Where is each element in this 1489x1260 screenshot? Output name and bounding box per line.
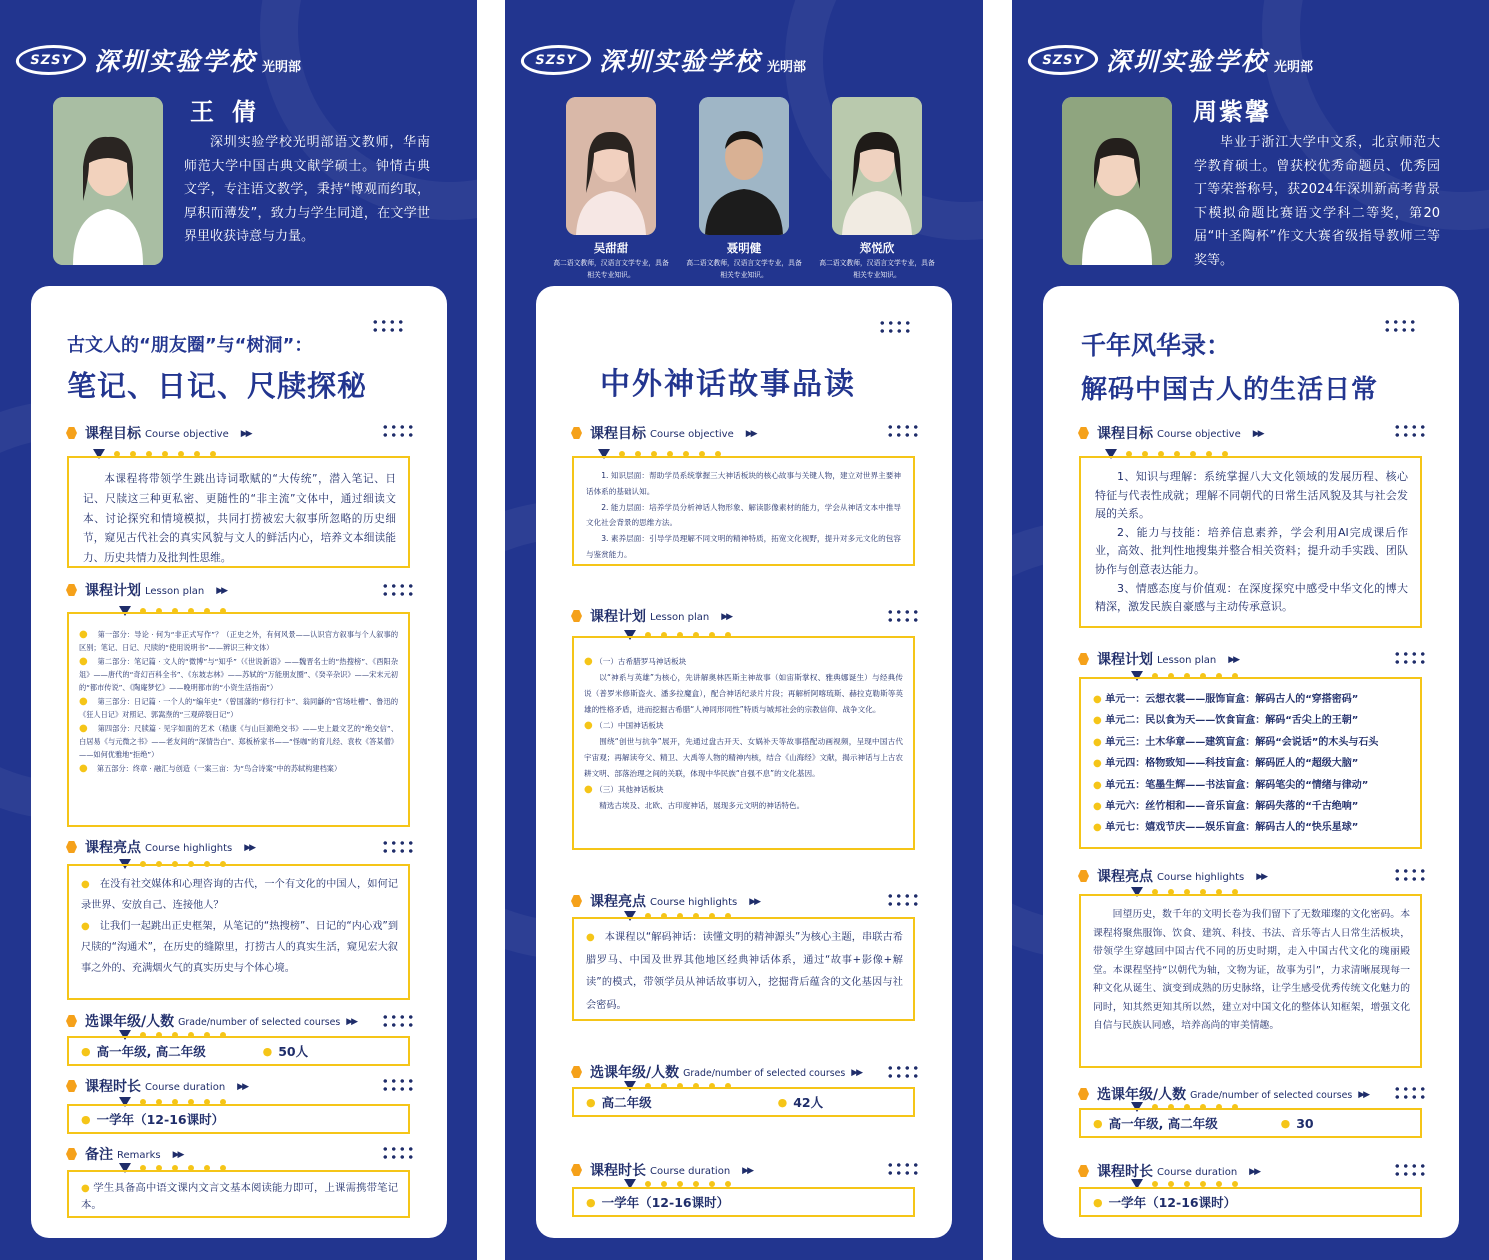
plan-item: ● 单元二：民以食为天——饮食盲盒：解码“舌尖上的王朝” bbox=[1093, 715, 1359, 727]
objective-item: 2. 能力层面：培养学员分析神话人物形象、解读影像素材的能力，学会从神话文本中推导文化社会背景的思维方法。 bbox=[586, 502, 901, 528]
remarks-text: ● 学生具备高中语文课内文言文基本阅读能力即可，上课需携带笔记本。 bbox=[81, 1182, 399, 1211]
grade-cn: 选课年级/人数 bbox=[85, 1014, 175, 1030]
dot-grid-icon bbox=[886, 1064, 920, 1080]
dot-grid-icon bbox=[886, 423, 920, 439]
course-title-line2: 解码中国古人的生活日常 bbox=[1081, 375, 1379, 405]
highlights-en: Course highlights bbox=[650, 896, 738, 908]
plan-item: ● 单元三：土木华章——建筑盲盒：解码“会说话”的木头与石头 bbox=[1093, 736, 1379, 748]
teacher-photo bbox=[832, 97, 922, 235]
hexagon-icon bbox=[66, 427, 77, 439]
hexagon-icon bbox=[66, 584, 77, 596]
hexagon-icon bbox=[571, 895, 582, 907]
plan-block-head: ● （三）其他神话板块 bbox=[584, 784, 664, 795]
grade-value: 高一年级, 高二年级 bbox=[1108, 1116, 1218, 1131]
school-name: 深圳实验学校 bbox=[1106, 47, 1269, 76]
objective-box bbox=[67, 456, 410, 568]
grade-heading bbox=[66, 1011, 356, 1031]
double-chevron-icon: ▶▶ bbox=[244, 843, 255, 853]
hexagon-icon bbox=[1078, 870, 1089, 882]
plan-heading bbox=[66, 580, 226, 600]
dot-grid-icon bbox=[1393, 650, 1427, 666]
plan-cn: 课程计划 bbox=[85, 583, 141, 599]
objective-heading bbox=[66, 423, 251, 443]
teacher-name: 聂明健 bbox=[726, 241, 762, 255]
dot-grid-icon bbox=[381, 423, 415, 439]
plan-heading bbox=[1078, 649, 1238, 669]
plan-block-body: 精选古埃及、北欧、古印度神话，展现多元文明的神话特色。 bbox=[599, 801, 805, 810]
dot-grid-icon bbox=[878, 319, 912, 335]
school-name: 深圳实验学校 bbox=[599, 47, 762, 76]
school-logo: SZSY bbox=[13, 45, 88, 75]
teacher-desc: 高二语文教师，汉语言文学专业，具备相关专业知识。 bbox=[686, 259, 802, 279]
school-name: 深圳实验学校 bbox=[94, 47, 257, 76]
plan-item: ● 第五部分：终章 · 融汇与创造（一案三亩：为“鸟合诗案”中的苏轼构建档案） bbox=[79, 763, 342, 774]
highlights-box bbox=[572, 917, 915, 1021]
highlights-text: 回望历史，数千年的文明长卷为我们留下了无数璀璨的文化密码。本课程将聚焦服饰、饮食、建筑、科技、书法、音乐等古人日常生活板块，带领学生穿越回中国古代不同的历史时期，走入中国古代文化的瑰丽殿堂。本课程坚持“以朝代为轴，文物为证，故事为引”，力求清晰展现每一种文化从诞生、演变到成熟的历史脉络，让学生感受优秀传统文化魅力的同时，知其然更知其所以然，建立对中国文化的整体认知框架，增强文化自信与民族认同感，培养高尚的审美情趣。 bbox=[1093, 909, 1410, 1031]
dot-grid-icon bbox=[1393, 423, 1427, 439]
plan-item: ● 第四部分：尺牍篇 · 见字如面的艺术（嵇康《与山巨源绝交书》——史上最文艺的“绝交信”、白居易《与元微之书》——老友间的“深情告白”、郑板桥家书——“怪咖”的育儿经、袁枚《答某僧》——如何优雅地“拒绝”） bbox=[79, 723, 399, 759]
plan-block-body: 围绕“创世与抗争”展开，先通过盘古开天、女娲补天等故事搭配动画视频，呈现中国古代宇宙观；再解读夸父、精卫、大禹等人物的精神内核，结合《山海经》文献，揭示神话与上古农耕文明、部落治理之间的关联，体现中华民族“自强不息”的文化基因。 bbox=[584, 737, 903, 778]
hexagon-icon bbox=[571, 1066, 582, 1078]
hexagon-icon bbox=[571, 427, 582, 439]
teacher-name: 郑悦欣 bbox=[859, 241, 895, 255]
teacher-desc: 高二语文教师，汉语言文学专业，具备相关专业知识。 bbox=[553, 259, 669, 279]
double-chevron-icon: ▶▶ bbox=[749, 897, 760, 907]
duration-en: Course duration bbox=[650, 1165, 731, 1177]
grade-en: Grade/number of selected courses bbox=[178, 1016, 341, 1028]
duration-cn: 课程时长 bbox=[1097, 1164, 1153, 1180]
double-chevron-icon: ▶▶ bbox=[851, 1068, 862, 1078]
duration-heading bbox=[66, 1076, 247, 1096]
hexagon-icon bbox=[1078, 427, 1089, 439]
plan-block-body: 以“神系与英雄”为核心，先讲解奥林匹斯主神故事（如宙斯掌权、雅典娜诞生）与经典传说（普罗米修斯盗火、潘多拉魔盒），配合神话纪录片片段；再解析阿喀琉斯、赫拉克勒斯等英雄的性格矛盾，进而挖掘古希腊“人神同形同性”特质与城邦社会的宗教信仰、战争文化。 bbox=[584, 673, 903, 714]
plan-box bbox=[572, 636, 915, 850]
duration-box: ● 一学年（12-16课时） bbox=[1079, 1187, 1422, 1217]
teacher-bio: 深圳实验学校光明部语文教师，华南师范大学中国古典文献学硕士。钟情古典文学，专注语文教学，秉持“博观而约取，厚积而薄发”，致力与学生同道，在文学世界里收获诗意与力量。 bbox=[184, 135, 430, 244]
dot-grid-icon bbox=[886, 1161, 920, 1177]
grade-en: Grade/number of selected courses bbox=[1190, 1089, 1353, 1101]
grade-cn: 选课年级/人数 bbox=[1097, 1087, 1187, 1103]
count-value: 42人 bbox=[793, 1095, 824, 1110]
hexagon-icon bbox=[1078, 653, 1089, 665]
objective-en: Course objective bbox=[1157, 428, 1241, 440]
double-chevron-icon: ▶▶ bbox=[742, 1166, 753, 1176]
remarks-cn: 备注 bbox=[85, 1147, 113, 1163]
dot-grid-icon bbox=[1393, 1162, 1427, 1178]
dot-grid-icon bbox=[1383, 318, 1417, 334]
plan-cn: 课程计划 bbox=[590, 609, 646, 625]
hexagon-icon bbox=[66, 1080, 77, 1092]
grade-box: ● 高二年级 ● 42人 bbox=[572, 1087, 915, 1117]
plan-item: ● 单元四：格物致知——科技盲盒：解码匠人的“超级大脑” bbox=[1093, 758, 1359, 770]
grade-box: ● 高一年级, 高二年级 ● 30 bbox=[1079, 1108, 1422, 1138]
highlights-box bbox=[1079, 894, 1422, 1068]
school-dept: 光明部 bbox=[1274, 59, 1314, 75]
school-dept: 光明部 bbox=[262, 59, 302, 75]
plan-en: Lesson plan bbox=[145, 585, 205, 597]
highlights-cn: 课程亮点 bbox=[85, 840, 141, 856]
remarks-en: Remarks bbox=[117, 1149, 161, 1161]
count-value: 30 bbox=[1296, 1115, 1314, 1131]
school-logo: SZSY bbox=[518, 45, 593, 75]
duration-cn: 课程时长 bbox=[590, 1163, 646, 1179]
double-chevron-icon: ▶▶ bbox=[237, 1082, 248, 1092]
teacher-name: 周紫馨 bbox=[1193, 98, 1271, 126]
highlights-text: ● 让我们一起跳出正史框架，从笔记的“热搜榜”、日记的“内心戏”到尺牍的“沟通术”，在历史的缝隙里，打捞古人的真实生活，窥见宏大叙事之外的、充满烟火气的真实历史与个体心境。 bbox=[81, 921, 399, 974]
plan-block-head: ● （一）古希腊罗马神话板块 bbox=[584, 656, 687, 667]
duration-heading bbox=[1078, 1161, 1259, 1181]
course-card bbox=[31, 286, 447, 1238]
course-title-line2: 笔记、日记、尺牍探秘 bbox=[67, 369, 368, 403]
hexagon-icon bbox=[571, 610, 582, 622]
teacher-name: 吴甜甜 bbox=[593, 241, 629, 255]
objective-box bbox=[572, 456, 915, 566]
highlights-heading bbox=[66, 837, 254, 857]
double-chevron-icon: ▶▶ bbox=[745, 429, 756, 439]
poster-zhou-zixin bbox=[1012, 0, 1489, 1260]
objective-heading bbox=[1078, 423, 1263, 443]
plan-heading bbox=[571, 606, 731, 626]
course-title: 中外神话故事品读 bbox=[600, 367, 856, 402]
duration-en: Course duration bbox=[145, 1081, 226, 1093]
dot-grid-icon bbox=[381, 1145, 415, 1161]
plan-en: Lesson plan bbox=[1157, 654, 1217, 666]
plan-item: ● 第二部分：笔记篇 · 文人的“微博”与“知乎”（《世说新语》——魏晋名士的“热搜榜”、《酉阳杂俎》——唐代的“奇幻百科全书”、《东坡志林》——苏轼的“万能朋友圈”、《癸辛杂识》——宋末元初的“都市传说”、《陶庵梦忆》——晚明都市的“小资生活指南”） bbox=[79, 656, 399, 692]
hexagon-icon bbox=[66, 1148, 77, 1160]
objective-heading bbox=[571, 423, 756, 443]
school-brand bbox=[521, 40, 806, 80]
double-chevron-icon: ▶▶ bbox=[721, 612, 732, 622]
double-chevron-icon: ▶▶ bbox=[240, 429, 251, 439]
hexagon-icon bbox=[1078, 1088, 1089, 1100]
dot-grid-icon bbox=[381, 582, 415, 598]
remarks-heading bbox=[66, 1144, 182, 1164]
highlights-heading bbox=[1078, 866, 1266, 886]
plan-item: ● 单元一：云想衣裳——服饰盲盒：解码古人的“穿搭密码” bbox=[1093, 694, 1359, 705]
double-chevron-icon: ▶▶ bbox=[1256, 872, 1267, 882]
hexagon-icon bbox=[66, 1015, 77, 1027]
plan-item: ● 第三部分：日记篇 · 一个人的“编年史”（曾国藩的“修行打卡”、翁同龢的“官场吐槽”、鲁迅的《狂人日记》对照记、郭嵩焘的“三观碎裂日记”） bbox=[79, 696, 399, 719]
duration-heading bbox=[571, 1160, 752, 1180]
duration-value: 一学年（12-16课时） bbox=[96, 1112, 225, 1127]
plan-item: ● 单元七：嬉戏节庆——娱乐盲盒：解码古人的“快乐星球” bbox=[1093, 822, 1359, 834]
objective-en: Course objective bbox=[145, 428, 229, 440]
duration-box: ● 一学年（12-16课时） bbox=[67, 1104, 410, 1134]
dot-grid-icon bbox=[381, 1013, 415, 1029]
dot-grid-icon bbox=[886, 608, 920, 624]
course-title-line1: 千年风华录： bbox=[1081, 331, 1232, 360]
course-title-line1: 古文人的“朋友圈”与“树洞”： bbox=[67, 335, 313, 356]
dot-grid-icon bbox=[1393, 1085, 1427, 1101]
dot-grid-icon bbox=[381, 839, 415, 855]
double-chevron-icon: ▶▶ bbox=[346, 1017, 357, 1027]
objective-text: 本课程将带领学生跳出诗词歌赋的“大传统”，潜入笔记、日记、尺牍这三种更私密、更随性的“非主流”文体中，通过细读文本、讨论探究和情境模拟，共同打捞被宏大叙事所忽略的历史细节，窥见古代社会的真实风貌与文人的鲜活内心，培养文本细读能力、历史共情力及批判性思维。 bbox=[83, 473, 396, 565]
double-chevron-icon: ▶▶ bbox=[172, 1150, 183, 1160]
count-value: 50人 bbox=[278, 1044, 309, 1059]
objective-cn: 课程目标 bbox=[590, 426, 646, 442]
highlights-heading bbox=[571, 891, 759, 911]
plan-cn: 课程计划 bbox=[1097, 652, 1153, 668]
hexagon-icon bbox=[66, 841, 77, 853]
duration-value: 一学年（12-16课时） bbox=[601, 1195, 730, 1210]
plan-item: ● 单元六：丝竹相和——音乐盲盒：解码失落的“千古绝响” bbox=[1093, 801, 1359, 813]
teacher-photo bbox=[699, 97, 789, 235]
school-logo: SZSY bbox=[1025, 45, 1100, 75]
grade-heading bbox=[571, 1062, 861, 1082]
teacher-photo bbox=[53, 97, 163, 265]
plan-box bbox=[67, 612, 410, 827]
double-chevron-icon: ▶▶ bbox=[1252, 429, 1263, 439]
dot-grid-icon bbox=[886, 892, 920, 908]
highlights-text: ● 在没有社交媒体和心理咨询的古代，一个有文化的中国人，如何记录世界、安放自己、连接他人？ bbox=[81, 879, 398, 911]
duration-cn: 课程时长 bbox=[85, 1079, 141, 1095]
highlights-cn: 课程亮点 bbox=[1097, 869, 1153, 885]
objective-item: 1. 知识层面：帮助学员系统掌握三大神话板块的核心故事与关键人物，建立对世界主要神话体系的基础认知。 bbox=[586, 471, 901, 496]
poster-wang-qian bbox=[0, 0, 477, 1260]
highlights-box bbox=[67, 864, 410, 1000]
school-dept: 光明部 bbox=[767, 59, 807, 75]
objective-item: 2、能力与技能：培养信息素养，学会利用AI完成课后作业，高效、批判性地搜集并整合相关资料；提升动手实践、团队协作与创意表达能力。 bbox=[1095, 525, 1408, 576]
duration-box: ● 一学年（12-16课时） bbox=[572, 1187, 915, 1217]
teacher-name: 王倩 bbox=[190, 98, 274, 126]
course-card bbox=[536, 286, 952, 1238]
plan-box bbox=[1079, 677, 1422, 849]
teacher-photo bbox=[566, 97, 656, 235]
teacher-bio: 毕业于浙江大学中文系，北京师范大学教育硕士。曾获校优秀命题员、优秀园丁等荣誉称号，获2024年深圳新高考背景下模拟命题比赛语文学科二等奖，第20届“叶圣陶杯”作文大赛省级指导教师三等奖等。 bbox=[1194, 135, 1440, 268]
grade-value: 高一年级, 高二年级 bbox=[96, 1044, 206, 1059]
school-brand bbox=[16, 40, 301, 80]
school-brand bbox=[1028, 40, 1313, 80]
hexagon-icon bbox=[1078, 1165, 1089, 1177]
highlights-en: Course highlights bbox=[145, 842, 233, 854]
plan-item: ● 单元五：笔墨生辉——书法盲盒：解码笔尖的“情绪与律动” bbox=[1093, 779, 1369, 791]
grade-heading bbox=[1078, 1084, 1368, 1104]
objective-item: 3. 素养层面：引导学员理解不同文明的精神特质，拓宽文化视野，提升对多元文化的包容与鉴赏能力。 bbox=[586, 534, 901, 559]
highlights-en: Course highlights bbox=[1157, 871, 1245, 883]
dot-grid-icon bbox=[371, 318, 405, 334]
objective-item: 1、知识与理解：系统掌握八大文化领域的发展历程、核心特征与代表性成就；理解不同朝代的日常生活风貌及其与社会发展的关系。 bbox=[1095, 470, 1408, 521]
grade-en: Grade/number of selected courses bbox=[683, 1067, 846, 1079]
grade-value: 高二年级 bbox=[601, 1095, 652, 1110]
grade-box: ● 高一年级, 高二年级 ● 50人 bbox=[67, 1036, 410, 1066]
double-chevron-icon: ▶▶ bbox=[1249, 1167, 1260, 1177]
highlights-cn: 课程亮点 bbox=[590, 894, 646, 910]
course-card bbox=[1043, 286, 1459, 1238]
objective-box bbox=[1079, 456, 1422, 628]
poster-mythology bbox=[505, 0, 983, 1260]
teacher-desc: 高二语文教师，汉语言文学专业，具备相关专业知识。 bbox=[819, 259, 935, 279]
teacher-photo bbox=[1062, 97, 1172, 265]
duration-en: Course duration bbox=[1157, 1166, 1238, 1178]
remarks-box bbox=[67, 1170, 410, 1218]
plan-en: Lesson plan bbox=[650, 611, 710, 623]
plan-block-head: ● （二）中国神话板块 bbox=[584, 720, 664, 731]
dot-grid-icon bbox=[1393, 867, 1427, 883]
double-chevron-icon: ▶▶ bbox=[216, 586, 227, 596]
objective-cn: 课程目标 bbox=[1097, 426, 1153, 442]
double-chevron-icon: ▶▶ bbox=[1358, 1090, 1369, 1100]
duration-value: 一学年（12-16课时） bbox=[1108, 1195, 1237, 1210]
double-chevron-icon: ▶▶ bbox=[1228, 655, 1239, 665]
objective-en: Course objective bbox=[650, 428, 734, 440]
grade-cn: 选课年级/人数 bbox=[590, 1065, 680, 1081]
hexagon-icon bbox=[571, 1164, 582, 1176]
highlights-text: ● 本课程以“解码神话：读懂文明的精神源头”为核心主题，串联古希腊罗马、中国及世界其他地区经典神话体系，通过“故事+影像+解读”的模式，带领学员从神话故事切入，挖掘背后蕴含的文化基因与社会密码。 bbox=[586, 932, 903, 1011]
objective-cn: 课程目标 bbox=[85, 426, 141, 442]
plan-item: ● 第一部分：导论 · 何为“非正式写作”？（正史之外，有何风景——认识官方叙事与个人叙事的区别；笔记、日记、尺牍的“使用说明书”——辨识三种文体） bbox=[79, 629, 399, 652]
dot-grid-icon bbox=[381, 1077, 415, 1093]
objective-item: 3、情感态度与价值观：在深度探究中感受中华文化的博大精深，激发民族自豪感与主动传承意识。 bbox=[1095, 581, 1408, 614]
